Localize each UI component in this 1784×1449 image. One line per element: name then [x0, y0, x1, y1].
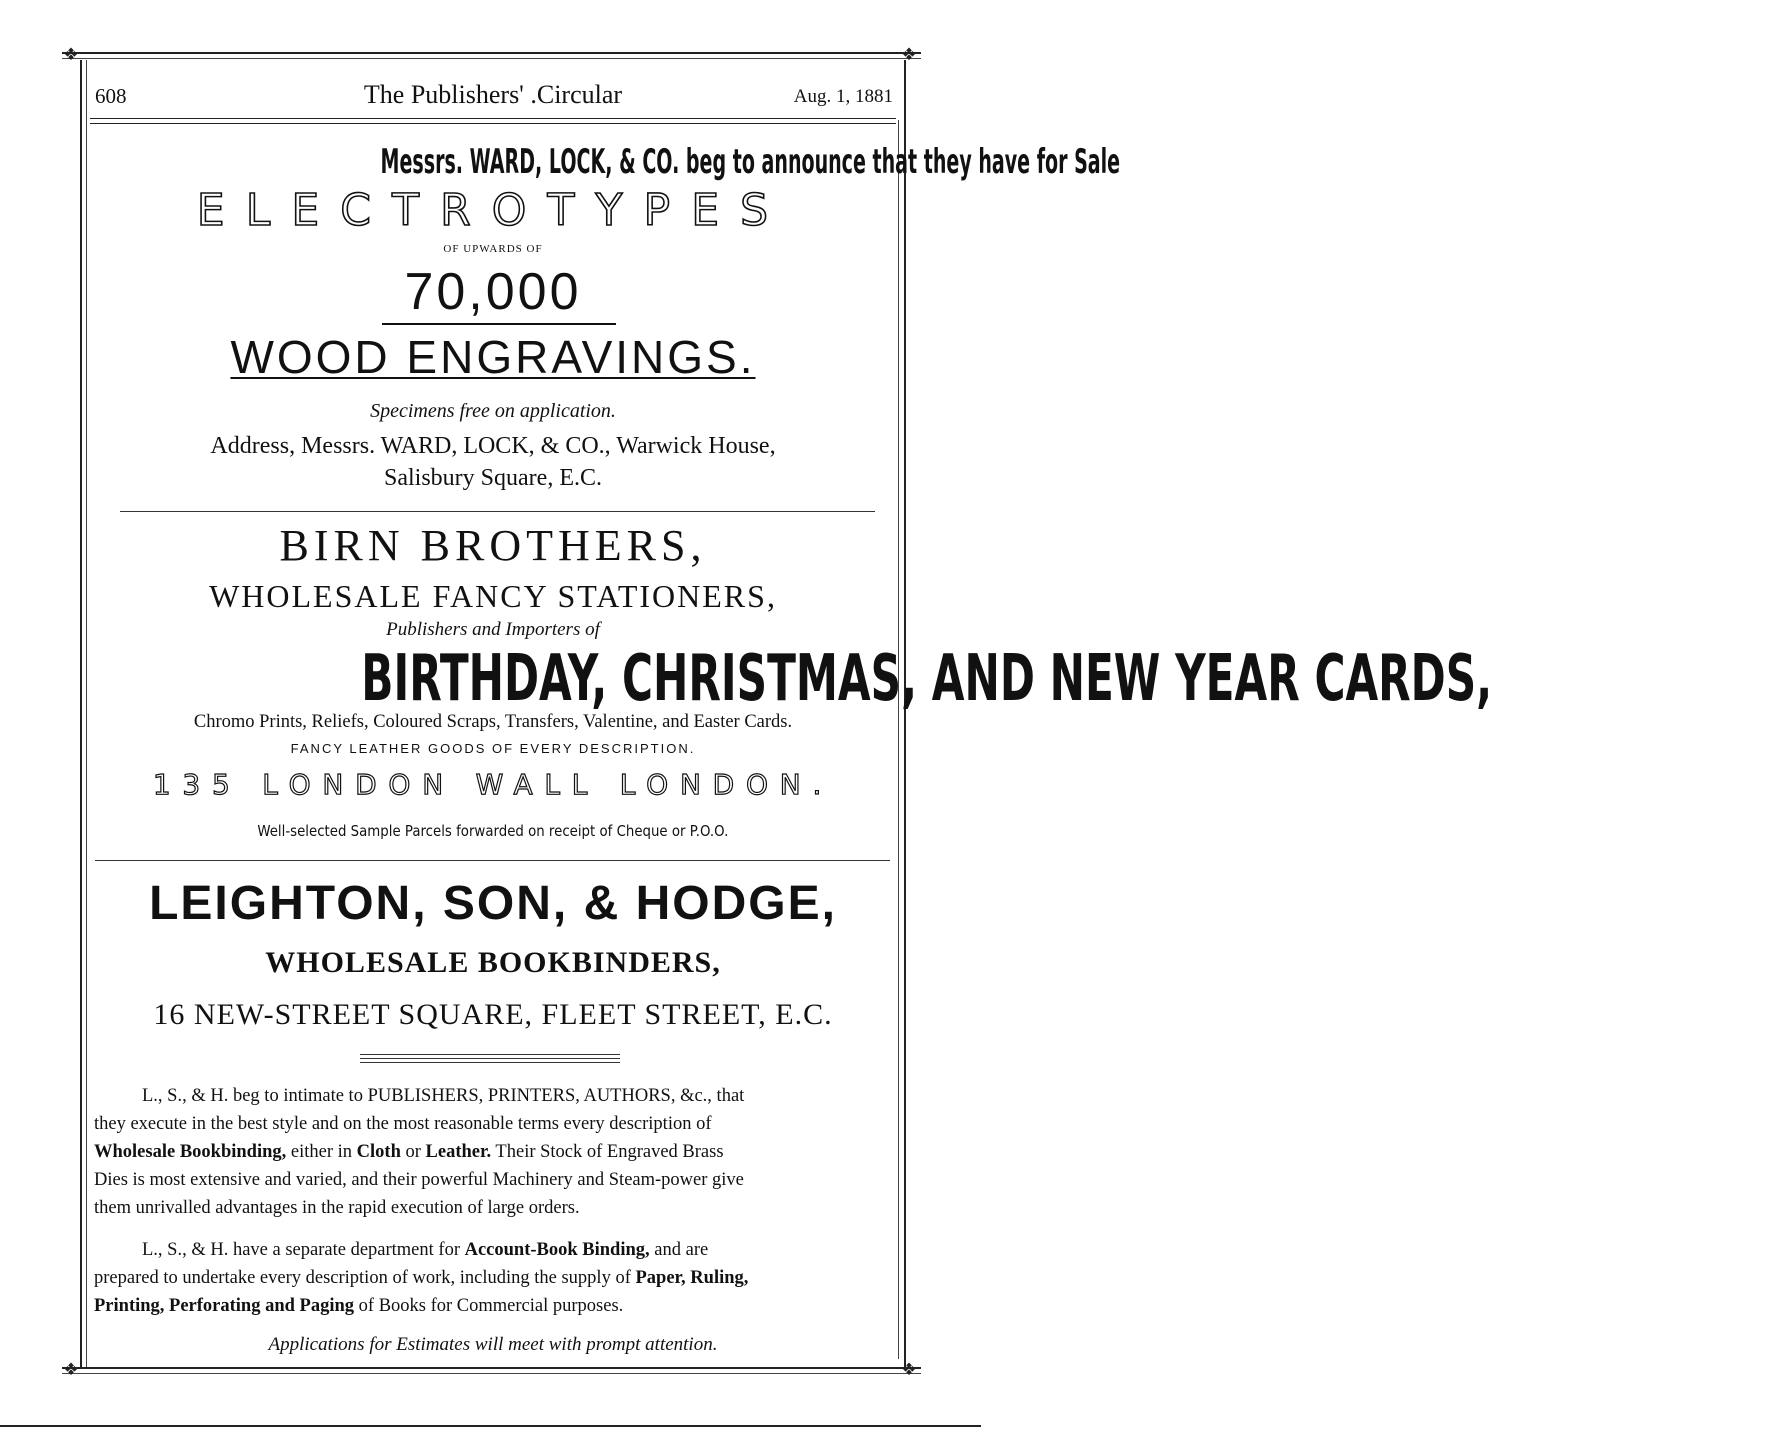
birn-items: Chromo Prints, Reliefs, Coloured Scraps, Transfers, Valentine, and Easter Cards.	[193, 712, 793, 732]
paragraph-line: Wholesale Bookbinding, either in Cloth or Leather. Their Stock of Engraved Brass	[94, 1142, 724, 1162]
paragraph-line: they execute in the best style and on the most reasonable terms every description of	[94, 1114, 712, 1134]
leather-goods-note: FANCY LEATHER GOODS OF EVERY DESCRIPTION.	[290, 741, 696, 756]
birn-address: 135 LONDON WALL LONDON.	[152, 768, 834, 801]
section-divider	[95, 860, 890, 861]
frame-top-rule-inner	[62, 58, 921, 59]
count-underline	[382, 323, 616, 325]
frame-right-rule-inner	[898, 120, 899, 1359]
electrotypes-heading: ELECTROTYPES	[196, 185, 790, 236]
estimates-note: Applications for Estimates will meet with prompt attention.	[268, 1334, 718, 1355]
page-bottom-rule	[0, 1425, 981, 1427]
section-divider	[120, 511, 875, 512]
ward-lock-address-1: Address, Messrs. WARD, LOCK, & CO., Warwick House,	[210, 433, 776, 459]
of-upwards-label: OF UPWARDS OF	[443, 243, 543, 255]
header-rule-double	[90, 123, 896, 124]
birn-role: Publishers and Importers of	[386, 619, 600, 640]
specimens-note: Specimens free on application.	[370, 400, 616, 422]
paragraph-line: Printing, Perforating and Paging of Books for Commercial purposes.	[94, 1296, 624, 1316]
wood-engravings-heading: WOOD ENGRAVINGS.	[230, 331, 756, 383]
leighton-paragraph-1	[94, 1082, 894, 1222]
leighton-trade: WHOLESALE BOOKBINDERS,	[265, 946, 721, 979]
frame-top-rule	[62, 52, 921, 54]
paragraph-line: Dies is most extensive and varied, and their powerful Machinery and Steam-power give	[94, 1170, 744, 1190]
engraving-count: 70,000	[404, 263, 582, 321]
birn-brothers-name: BIRN BROTHERS,	[279, 521, 707, 570]
leighton-address: 16 NEW-STREET SQUARE, FLEET STREET, E.C.	[153, 998, 833, 1031]
birthday-cards-heading: BIRTHDAY, CHRISTMAS, AND NEW YEAR CARDS,	[361, 642, 1493, 716]
paragraph-line: L., S., & H. have a separate department for Account-Book Binding, and are	[142, 1240, 709, 1260]
frame-bottom-rule-inner	[62, 1373, 921, 1374]
sample-parcels-note: Well-selected Sample Parcels forwarded on receipt of Cheque or P.O.O.	[257, 822, 729, 840]
leighton-paragraph-2	[94, 1236, 894, 1320]
header-rule	[90, 118, 896, 119]
ornamental-rule	[360, 1058, 620, 1059]
publication-title: The Publishers' .Circular	[363, 80, 623, 109]
ornamental-rule	[360, 1054, 620, 1055]
frame-bottom-rule	[62, 1367, 921, 1369]
paragraph-line: prepared to undertake every description of work, including the supply of Paper, Ruling,	[94, 1268, 749, 1288]
corner-ornament-icon: ❖	[63, 1360, 79, 1379]
paragraph-line: them unrivalled advantages in the rapid execution of large orders.	[94, 1198, 580, 1218]
issue-date: Aug. 1, 1881	[793, 86, 893, 107]
page-number: 608	[95, 84, 127, 108]
corner-ornament-icon: ❖	[901, 1360, 917, 1379]
ward-lock-intro: Messrs. WARD, LOCK, & CO. beg to announce that they have for Sale	[380, 142, 1121, 182]
birn-trade: WHOLESALE FANCY STATIONERS,	[209, 578, 777, 614]
leighton-name: LEIGHTON, SON, & HODGE,	[149, 877, 837, 930]
ornamental-rule	[360, 1062, 620, 1063]
corner-ornament-icon: ❖	[901, 45, 917, 64]
ward-lock-address-2: Salisbury Square, E.C.	[384, 465, 602, 491]
paragraph-line: L., S., & H. beg to intimate to PUBLISHERS, PRINTERS, AUTHORS, &c., that	[142, 1086, 745, 1106]
corner-ornament-icon: ❖	[63, 45, 79, 64]
